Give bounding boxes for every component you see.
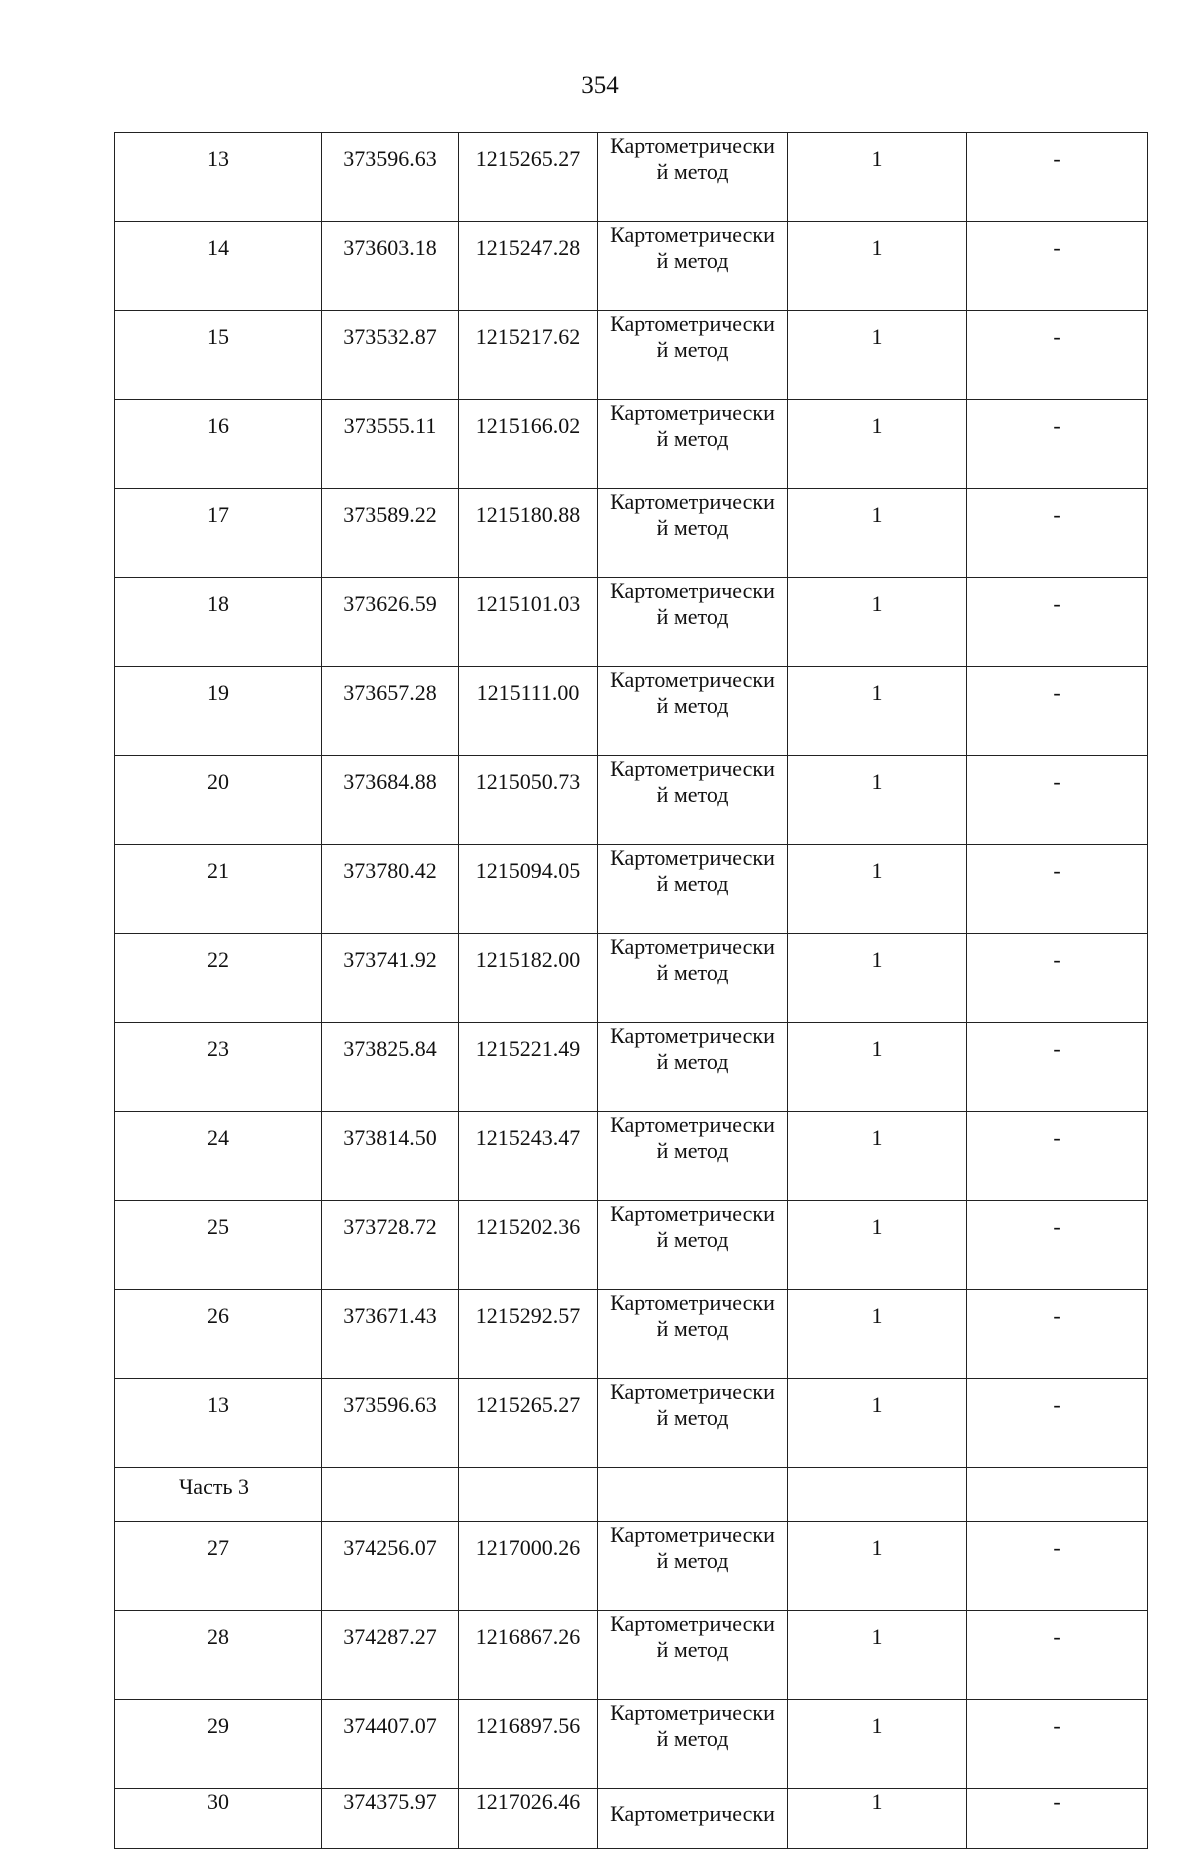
point-number-cell: 14 <box>115 222 322 311</box>
point-number-cell: 30 <box>115 1789 322 1849</box>
accuracy-cell: 1 <box>788 1112 967 1201</box>
table-last-row-group <box>115 1789 1148 1849</box>
description-cell: - <box>967 1201 1148 1290</box>
y-coordinate-cell: 1215247.28 <box>459 222 598 311</box>
y-coordinate-cell: 1215094.05 <box>459 845 598 934</box>
empty-cell <box>598 1468 788 1522</box>
description-cell: - <box>967 1789 1148 1849</box>
method-cell: Картометрически <box>598 1789 788 1849</box>
description-cell: - <box>967 756 1148 845</box>
table-row <box>115 1112 1148 1201</box>
method-cell: Картометрически й метод <box>598 1379 788 1468</box>
table-part-header <box>115 1468 1148 1522</box>
method-cell: Картометрически й метод <box>598 756 788 845</box>
table-row <box>115 1023 1148 1112</box>
accuracy-cell: 1 <box>788 756 967 845</box>
method-cell: Картометрически й метод <box>598 1290 788 1379</box>
table-row <box>115 1789 1148 1849</box>
y-coordinate-cell: 1215182.00 <box>459 934 598 1023</box>
accuracy-cell: 1 <box>788 222 967 311</box>
description-cell: - <box>967 1023 1148 1112</box>
empty-cell <box>459 1468 598 1522</box>
accuracy-cell: 1 <box>788 1700 967 1789</box>
accuracy-cell: 1 <box>788 1611 967 1700</box>
y-coordinate-cell: 1215292.57 <box>459 1290 598 1379</box>
description-cell: - <box>967 222 1148 311</box>
y-coordinate-cell: 1217000.26 <box>459 1522 598 1611</box>
accuracy-cell: 1 <box>788 1522 967 1611</box>
description-cell: - <box>967 1611 1148 1700</box>
method-cell: Картометрически й метод <box>598 222 788 311</box>
accuracy-cell: 1 <box>788 311 967 400</box>
table-row <box>115 756 1148 845</box>
y-coordinate-cell: 1215243.47 <box>459 1112 598 1201</box>
method-cell: Картометрически й метод <box>598 489 788 578</box>
accuracy-cell: 1 <box>788 845 967 934</box>
point-number-cell: 26 <box>115 1290 322 1379</box>
method-cell: Картометрически й метод <box>598 400 788 489</box>
point-number-cell: 28 <box>115 1611 322 1700</box>
method-cell: Картометрически й метод <box>598 845 788 934</box>
point-number-cell: 23 <box>115 1023 322 1112</box>
method-cell: Картометрически й метод <box>598 578 788 667</box>
table-row <box>115 400 1148 489</box>
x-coordinate-cell: 373728.72 <box>322 1201 459 1290</box>
y-coordinate-cell: 1215111.00 <box>459 667 598 756</box>
point-number-cell: 22 <box>115 934 322 1023</box>
y-coordinate-cell: 1215202.36 <box>459 1201 598 1290</box>
accuracy-cell: 1 <box>788 667 967 756</box>
description-cell: - <box>967 400 1148 489</box>
x-coordinate-cell: 373671.43 <box>322 1290 459 1379</box>
table-row <box>115 1700 1148 1789</box>
method-cell: Картометрически й метод <box>598 133 788 222</box>
y-coordinate-cell: 1216897.56 <box>459 1700 598 1789</box>
method-cell: Картометрически й метод <box>598 311 788 400</box>
point-number-cell: 16 <box>115 400 322 489</box>
description-cell: - <box>967 133 1148 222</box>
point-number-cell: 15 <box>115 311 322 400</box>
description-cell: - <box>967 1700 1148 1789</box>
accuracy-cell: 1 <box>788 934 967 1023</box>
y-coordinate-cell: 1215166.02 <box>459 400 598 489</box>
x-coordinate-cell: 373555.11 <box>322 400 459 489</box>
x-coordinate-cell: 374287.27 <box>322 1611 459 1700</box>
table-row <box>115 578 1148 667</box>
x-coordinate-cell: 373596.63 <box>322 1379 459 1468</box>
coordinates-table <box>114 132 1148 1849</box>
x-coordinate-cell: 373814.50 <box>322 1112 459 1201</box>
description-cell: - <box>967 1379 1148 1468</box>
y-coordinate-cell: 1216867.26 <box>459 1611 598 1700</box>
table-row <box>115 1379 1148 1468</box>
x-coordinate-cell: 374407.07 <box>322 1700 459 1789</box>
empty-cell <box>967 1468 1148 1522</box>
accuracy-cell: 1 <box>788 133 967 222</box>
method-cell: Картометрически й метод <box>598 934 788 1023</box>
x-coordinate-cell: 374375.97 <box>322 1789 459 1849</box>
accuracy-cell: 1 <box>788 578 967 667</box>
empty-cell <box>322 1468 459 1522</box>
table-row <box>115 1290 1148 1379</box>
method-cell: Картометрически й метод <box>598 1522 788 1611</box>
table-row <box>115 667 1148 756</box>
table-body-part-3 <box>115 1522 1148 1789</box>
method-cell: Картометрически й метод <box>598 1112 788 1201</box>
page-number: 354 <box>581 72 619 99</box>
x-coordinate-cell: 373741.92 <box>322 934 459 1023</box>
x-coordinate-cell: 373589.22 <box>322 489 459 578</box>
x-coordinate-cell: 373532.87 <box>322 311 459 400</box>
accuracy-cell: 1 <box>788 1023 967 1112</box>
accuracy-cell: 1 <box>788 1290 967 1379</box>
point-number-cell: 24 <box>115 1112 322 1201</box>
x-coordinate-cell: 373684.88 <box>322 756 459 845</box>
table-row <box>115 1611 1148 1700</box>
part-row <box>115 1468 1148 1522</box>
y-coordinate-cell: 1215050.73 <box>459 756 598 845</box>
point-number-cell: 29 <box>115 1700 322 1789</box>
x-coordinate-cell: 373825.84 <box>322 1023 459 1112</box>
description-cell: - <box>967 934 1148 1023</box>
point-number-cell: 20 <box>115 756 322 845</box>
x-coordinate-cell: 373780.42 <box>322 845 459 934</box>
table-row <box>115 1522 1148 1611</box>
description-cell: - <box>967 311 1148 400</box>
table-row <box>115 845 1148 934</box>
y-coordinate-cell: 1215180.88 <box>459 489 598 578</box>
accuracy-cell: 1 <box>788 1379 967 1468</box>
accuracy-cell: 1 <box>788 1789 967 1849</box>
table-row <box>115 1201 1148 1290</box>
table-body-part-2 <box>115 133 1148 1468</box>
method-cell: Картометрически й метод <box>598 667 788 756</box>
point-number-cell: 18 <box>115 578 322 667</box>
y-coordinate-cell: 1215265.27 <box>459 133 598 222</box>
point-number-cell: 25 <box>115 1201 322 1290</box>
point-number-cell: 19 <box>115 667 322 756</box>
table-row <box>115 222 1148 311</box>
method-cell: Картометрически й метод <box>598 1611 788 1700</box>
table-row <box>115 934 1148 1023</box>
description-cell: - <box>967 489 1148 578</box>
y-coordinate-cell: 1217026.46 <box>459 1789 598 1849</box>
description-cell: - <box>967 1290 1148 1379</box>
point-number-cell: 27 <box>115 1522 322 1611</box>
y-coordinate-cell: 1215265.27 <box>459 1379 598 1468</box>
point-number-cell: 13 <box>115 133 322 222</box>
description-cell: - <box>967 667 1148 756</box>
y-coordinate-cell: 1215221.49 <box>459 1023 598 1112</box>
x-coordinate-cell: 373603.18 <box>322 222 459 311</box>
method-cell: Картометрически й метод <box>598 1201 788 1290</box>
x-coordinate-cell: 373657.28 <box>322 667 459 756</box>
description-cell: - <box>967 845 1148 934</box>
method-cell: Картометрически й метод <box>598 1700 788 1789</box>
accuracy-cell: 1 <box>788 1201 967 1290</box>
point-number-cell: 13 <box>115 1379 322 1468</box>
x-coordinate-cell: 373596.63 <box>322 133 459 222</box>
method-cell: Картометрически й метод <box>598 1023 788 1112</box>
point-number-cell: 17 <box>115 489 322 578</box>
point-number-cell: 21 <box>115 845 322 934</box>
y-coordinate-cell: 1215101.03 <box>459 578 598 667</box>
table-row <box>115 489 1148 578</box>
description-cell: - <box>967 1112 1148 1201</box>
x-coordinate-cell: 374256.07 <box>322 1522 459 1611</box>
description-cell: - <box>967 578 1148 667</box>
table-row <box>115 133 1148 222</box>
empty-cell <box>788 1468 967 1522</box>
table-row <box>115 311 1148 400</box>
part-label: Часть 3 <box>115 1468 322 1522</box>
y-coordinate-cell: 1215217.62 <box>459 311 598 400</box>
description-cell: - <box>967 1522 1148 1611</box>
x-coordinate-cell: 373626.59 <box>322 578 459 667</box>
accuracy-cell: 1 <box>788 400 967 489</box>
accuracy-cell: 1 <box>788 489 967 578</box>
